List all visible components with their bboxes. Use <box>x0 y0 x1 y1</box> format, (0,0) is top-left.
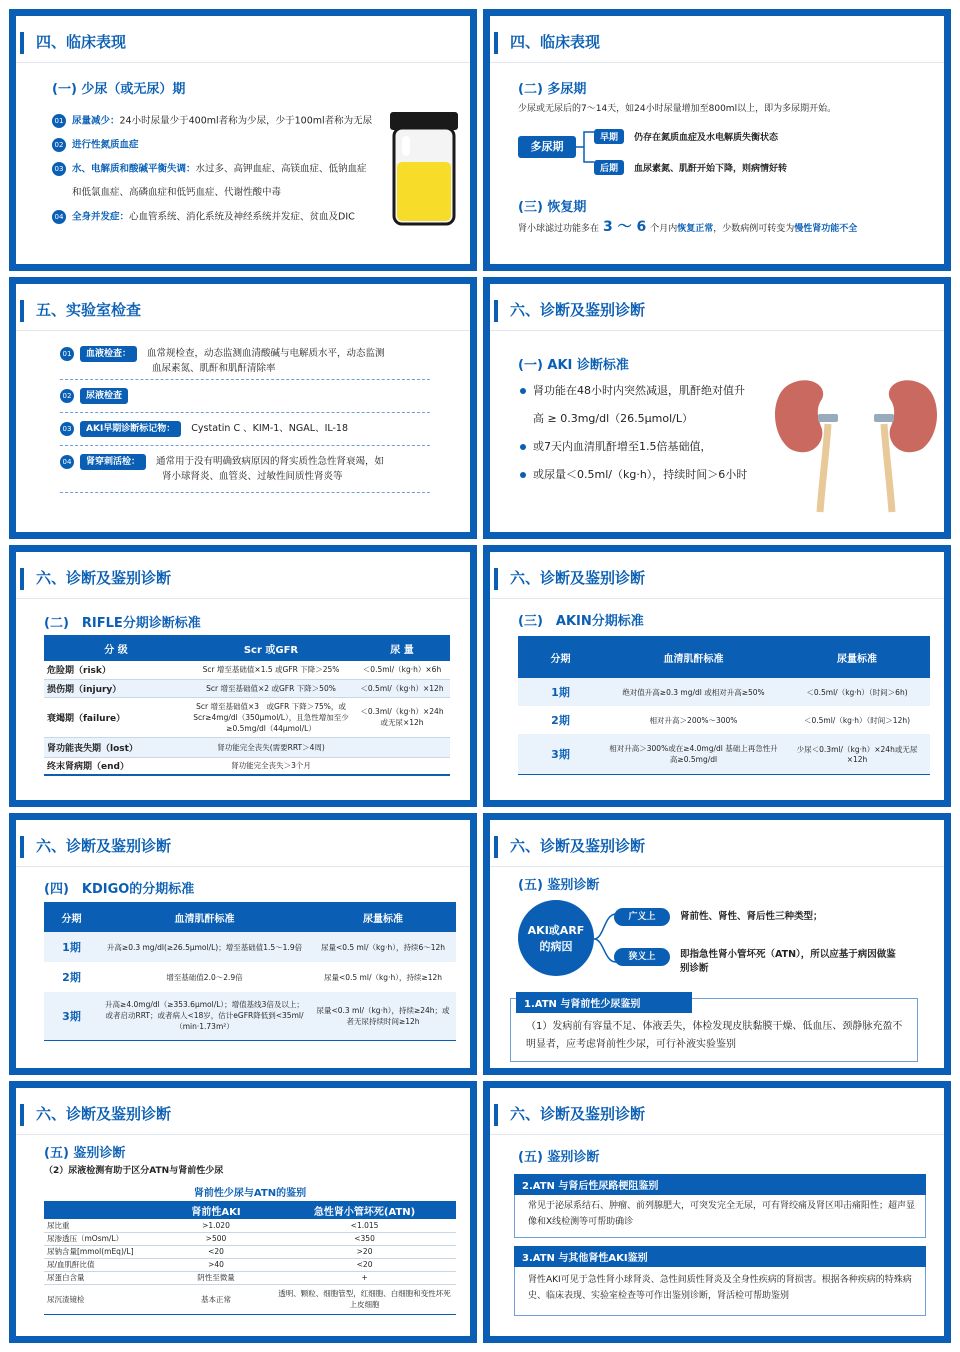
criteria-item: 肾功能在48小时内突然减退，肌酐绝对值升 <box>520 384 745 398</box>
table-title: 肾前性少尿与ATN的鉴别 <box>193 1188 307 1199</box>
slide-title: 六、诊断及鉴别诊断 <box>510 837 646 855</box>
slide-title: 六、诊断及鉴别诊断 <box>36 569 172 587</box>
slide-kdigo <box>9 813 477 1075</box>
slide-title: 四、临床表现 <box>510 33 601 51</box>
slide-polyuria <box>483 9 951 271</box>
list-item: 02 进行性氮质血症 <box>52 138 139 153</box>
akin-table: 分期 血清肌酐标准 尿量标准 1期 绝对值升高≥0.3 mg/dl 或相对升高≥50% ＜0.5ml/（kg·h）（时间＞6h) 2期 相对升高＞200%～300% ＜0.5ml/（kg·h）（时间＞12h) 3期 相对升高＞300%或在≥4.0mg/dl 基础上再急性升高≥0.5mg/dl 少尿＜0.3ml/（kg·h）×24h或无尿×12h <box>518 636 930 775</box>
list-item: 04 肾穿刺活检： 通常用于没有明确致病原因的肾实质性急性肾衰竭，如 肾小球肾炎、血管炎、过敏性间质性肾炎等 <box>60 454 440 484</box>
kdigo-table: 分期 血清肌酐标准 尿量标准 1期 升高≥0.3 mg/dl(≥26.5μmol/L)；增至基础值1.5～1.9倍 尿量<0.5 ml/（kg·h），持续6～12h 2期 增至基础值2.0～2.9倍 尿量<0.5 ml/（kg·h），持续≥12h 3期 升高≥4.0mg/dl（≥353.6μmol/L）；增值基线3倍及以上；或者启动RRT；或者病人<18岁，估计eGFR降低到<35ml/（min·1.73m²） 尿量<0.3 ml/（kg·h），持续≥24h；或者无尿持续时间≥12h <box>44 902 456 1041</box>
recovery-text: 肾小球滤过功能多在 3 ～ 6 个月内恢复正常，少数病例可转变为慢性肾功能不全 <box>518 219 858 235</box>
list-item: 02 尿液检查 <box>60 388 128 404</box>
polyuria-text: 少尿或无尿后的7～14天，如24小时尿量增加至800ml以上，即为多尿期开始。 <box>518 104 837 114</box>
slide-title: 六、诊断及鉴别诊断 <box>510 1105 646 1123</box>
section-subtitle: (五) 鉴别诊断 <box>518 878 600 893</box>
slide-differential-2 <box>9 1081 477 1343</box>
slide-title: 六、诊断及鉴别诊断 <box>510 301 646 319</box>
slide-rifle <box>9 545 477 807</box>
box-text: 肾性AKI可见于急性肾小球肾炎、急性间质性肾炎及全身性疾病的肾损害。根据各种疾病的特殊病史、临床表现、实验室检查等可作出鉴别诊断，肾活检可帮助鉴别 <box>528 1275 912 1301</box>
rifle-table: 分 级 Scr 或GFR 尿 量 危险期（risk） Scr 增至基础值×1.5 或GFR 下降＞25% ＜0.5ml/（kg·h）×6h 损伤期（injury） Scr 增至基础值×2 或GFR 下降＞50% ＜0.5ml/（kg·h）×12h 衰竭期（failure） Scr 增至基础值×3 或GFR 下降＞75%，或Scr≥4mg/dl（350μmol/L），且急性增加至少≥0.5mg/dl（44μmol/L） ＜0.3ml/（kg·h）×24h 或无尿×12h 肾功能丧失期（lost） 肾功能完全丧失(需要RRT＞4周) 终末肾病期（end） 肾功能完全丧失＞3个月 <box>44 635 450 776</box>
list-item: 04 全身并发症：心血管系统、消化系统及神经系统并发症、贫血及DIC <box>52 210 392 225</box>
list-item: 01 血液检查： 血常规检查，动态监测血清酸碱与电解质水平，动态监测 血尿素氮、肌酐和肌酐清除率 <box>60 346 440 376</box>
slide-title: 五、实验室检查 <box>36 301 142 319</box>
broad-sense-text: 肾前性、肾性、肾后性三种类型； <box>680 911 823 922</box>
slide-aki-criteria <box>483 277 951 539</box>
box-text: 常见于泌尿系结石、肿瘤、前列腺肥大，可突发完全无尿，可有肾绞痛及肾区叩击痛阳性；超声显像和X线检测等可帮助确诊 <box>528 1201 916 1227</box>
early-stage: 早期 仍存在氮质血症及水电解质失衡状态 <box>594 125 778 144</box>
section-subtitle: (三) 恢复期 <box>518 200 587 215</box>
criteria-item: 或7天内血清肌酐增至1.5倍基础值， <box>520 440 712 454</box>
criteria-item: 高 ≥ 0.3mg/dl（26.5μmol/L） <box>533 412 693 425</box>
section-subtitle: (二) RIFLE分期诊断标准 <box>44 616 201 631</box>
kidney-icon <box>770 364 942 514</box>
section-subtitle: (二) 多尿期 <box>518 82 587 97</box>
section-subtitle: (三) AKIN分期标准 <box>518 614 644 629</box>
late-stage: 后期 血尿素氮、肌酐开始下降，则病情好转 <box>594 156 787 175</box>
section-subtitle: (四) KDIGO的分期标准 <box>44 882 195 897</box>
list-item: 01 尿量减少：24小时尿量少于400ml者称为少尿，少于100ml者称为无尿 <box>52 114 392 129</box>
etiology-circle: AKI或ARF的病因 <box>518 900 594 976</box>
box-text: （1）发病前有容量不足、体液丢失，体检发现皮肤黏膜干燥、低血压、颈静脉充盈不明显者，应考虑肾前性少尿，可行补液实验鉴别 <box>526 1021 903 1050</box>
urine-cup-icon <box>382 108 466 228</box>
narrow-sense-text: 即指急性肾小管坏死（ATN），所以应基于病因做鉴别诊断 <box>680 949 896 974</box>
slide-title: 六、诊断及鉴别诊断 <box>36 1105 172 1123</box>
section-subtitle: (一) 少尿（或无尿）期 <box>52 82 186 97</box>
note-text: （2）尿液检测有助于区分ATN与肾前性少尿 <box>44 1166 224 1176</box>
box-title: 1.ATN 与肾前性少尿鉴别 <box>516 992 692 1013</box>
narrow-sense-badge: 狭义上 <box>614 948 670 966</box>
list-item: 03 水、电解质和酸碱平衡失调：水过多、高钾血症、高镁血症、低钠血症 <box>52 162 392 177</box>
list-item: 和低氯血症、高磷血症和低钙血症、代谢性酸中毒 <box>72 187 282 198</box>
criteria-item: 或尿量＜0.5ml/（kg·h），持续时间＞6小时 <box>520 468 747 482</box>
box-title: 3.ATN 与其他肾性AKI鉴别 <box>514 1246 926 1267</box>
section-subtitle: (一) AKI 诊断标准 <box>518 358 629 373</box>
polyuria-badge: 多尿期 <box>518 136 576 158</box>
list-item: 03 AKI早期诊断标记物： Cystatin C 、KIM-1、NGAL、IL-18 <box>60 421 348 437</box>
urine-table: 肾前性AKI 急性肾小管坏死(ATN) 尿比重 >1.020 <1.015 尿渗透压（mOsm/L） >500 <350 尿钠含量[mmol(mEq)/L] <20 >20 尿/血肌酐比值 >40 <20 尿蛋白含量 阴性至微量 + 尿沉渣镜检 基本正常 透明、颗粒、细胞管型，红细胞、白细胞和变性坏死上皮细胞 <box>44 1201 456 1315</box>
slide-lab-tests <box>9 277 477 539</box>
slide-differential-3 <box>483 1081 951 1343</box>
slide-differential-1 <box>483 813 951 1075</box>
slide-title: 六、诊断及鉴别诊断 <box>510 569 646 587</box>
slide-title: 四、临床表现 <box>36 33 127 51</box>
slide-oliguria <box>9 9 477 271</box>
box-title: 2.ATN 与肾后性尿路梗阻鉴别 <box>514 1174 926 1195</box>
slide-akin <box>483 545 951 807</box>
section-subtitle: (五) 鉴别诊断 <box>518 1150 600 1165</box>
slide-title: 六、诊断及鉴别诊断 <box>36 837 172 855</box>
section-subtitle: (五) 鉴别诊断 <box>44 1146 126 1161</box>
broad-sense-badge: 广义上 <box>614 908 670 926</box>
